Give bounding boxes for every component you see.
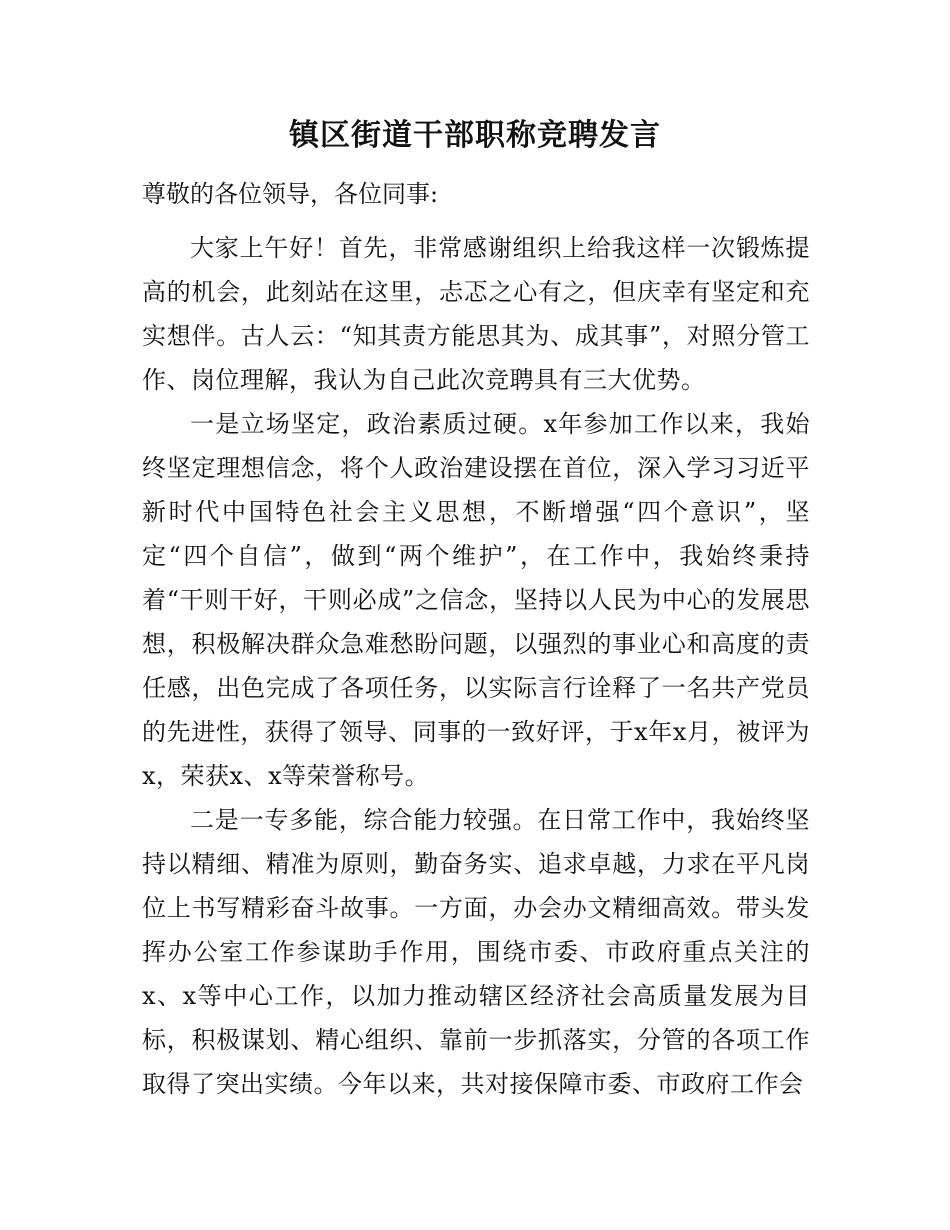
document-title: 镇区街道干部职称竞聘发言	[289, 118, 661, 153]
paragraph-comprehensive-ability: 二是一专多能，综合能力较强。在日常工作中，我始终坚持以精细、精准为原则，勤奋务实、追求卓越，力求在平凡岗位上书写精彩奋斗故事。一方面，办会办文精细高效。带头发挥办公室工作参谋助手作用，围绕市委、市政府重点关注的x、x等中心工作，以加力推动辖区经济社会高质量发展为目标，积极谋划、精心组织、靠前一步抓落实，分管的各项工作取得了突出实绩。今年以来，共对接保障市委、市政府工作会	[142, 806, 810, 1098]
paragraph-opening: 大家上午好！首先，非常感谢组织上给我这样一次锻炼提高的机会，此刻站在这里，忐忑之心有之，但庆幸有坚定和充实想伴。古人云：“知其责方能思其为、成其事”，对照分管工作、岗位理解，我认为自己此次竞聘具有三大优势。	[142, 234, 810, 394]
paragraph-political-quality: 一是立场坚定，政治素质过硬。x年参加工作以来，我始终坚定理想信念，将个人政治建设摆在首位，深入学习习近平新时代中国特色社会主义思想，不断增强“四个意识”，坚定“四个自信”，做到“两个维护”，在工作中，我始终秉持着“干则干好，干则必成”之信念，坚持以人民为中心的发展思想，积极解决群众急难愁盼问题，以强烈的事业心和高度的责任感，出色完成了各项任务，以实际言行诠释了一名共产党员的先进性，获得了领导、同事的一致好评，于x年x月，被评为x，荣获x、x等荣誉称号。	[142, 410, 810, 790]
salutation: 尊敬的各位领导，各位同事:	[142, 180, 439, 208]
